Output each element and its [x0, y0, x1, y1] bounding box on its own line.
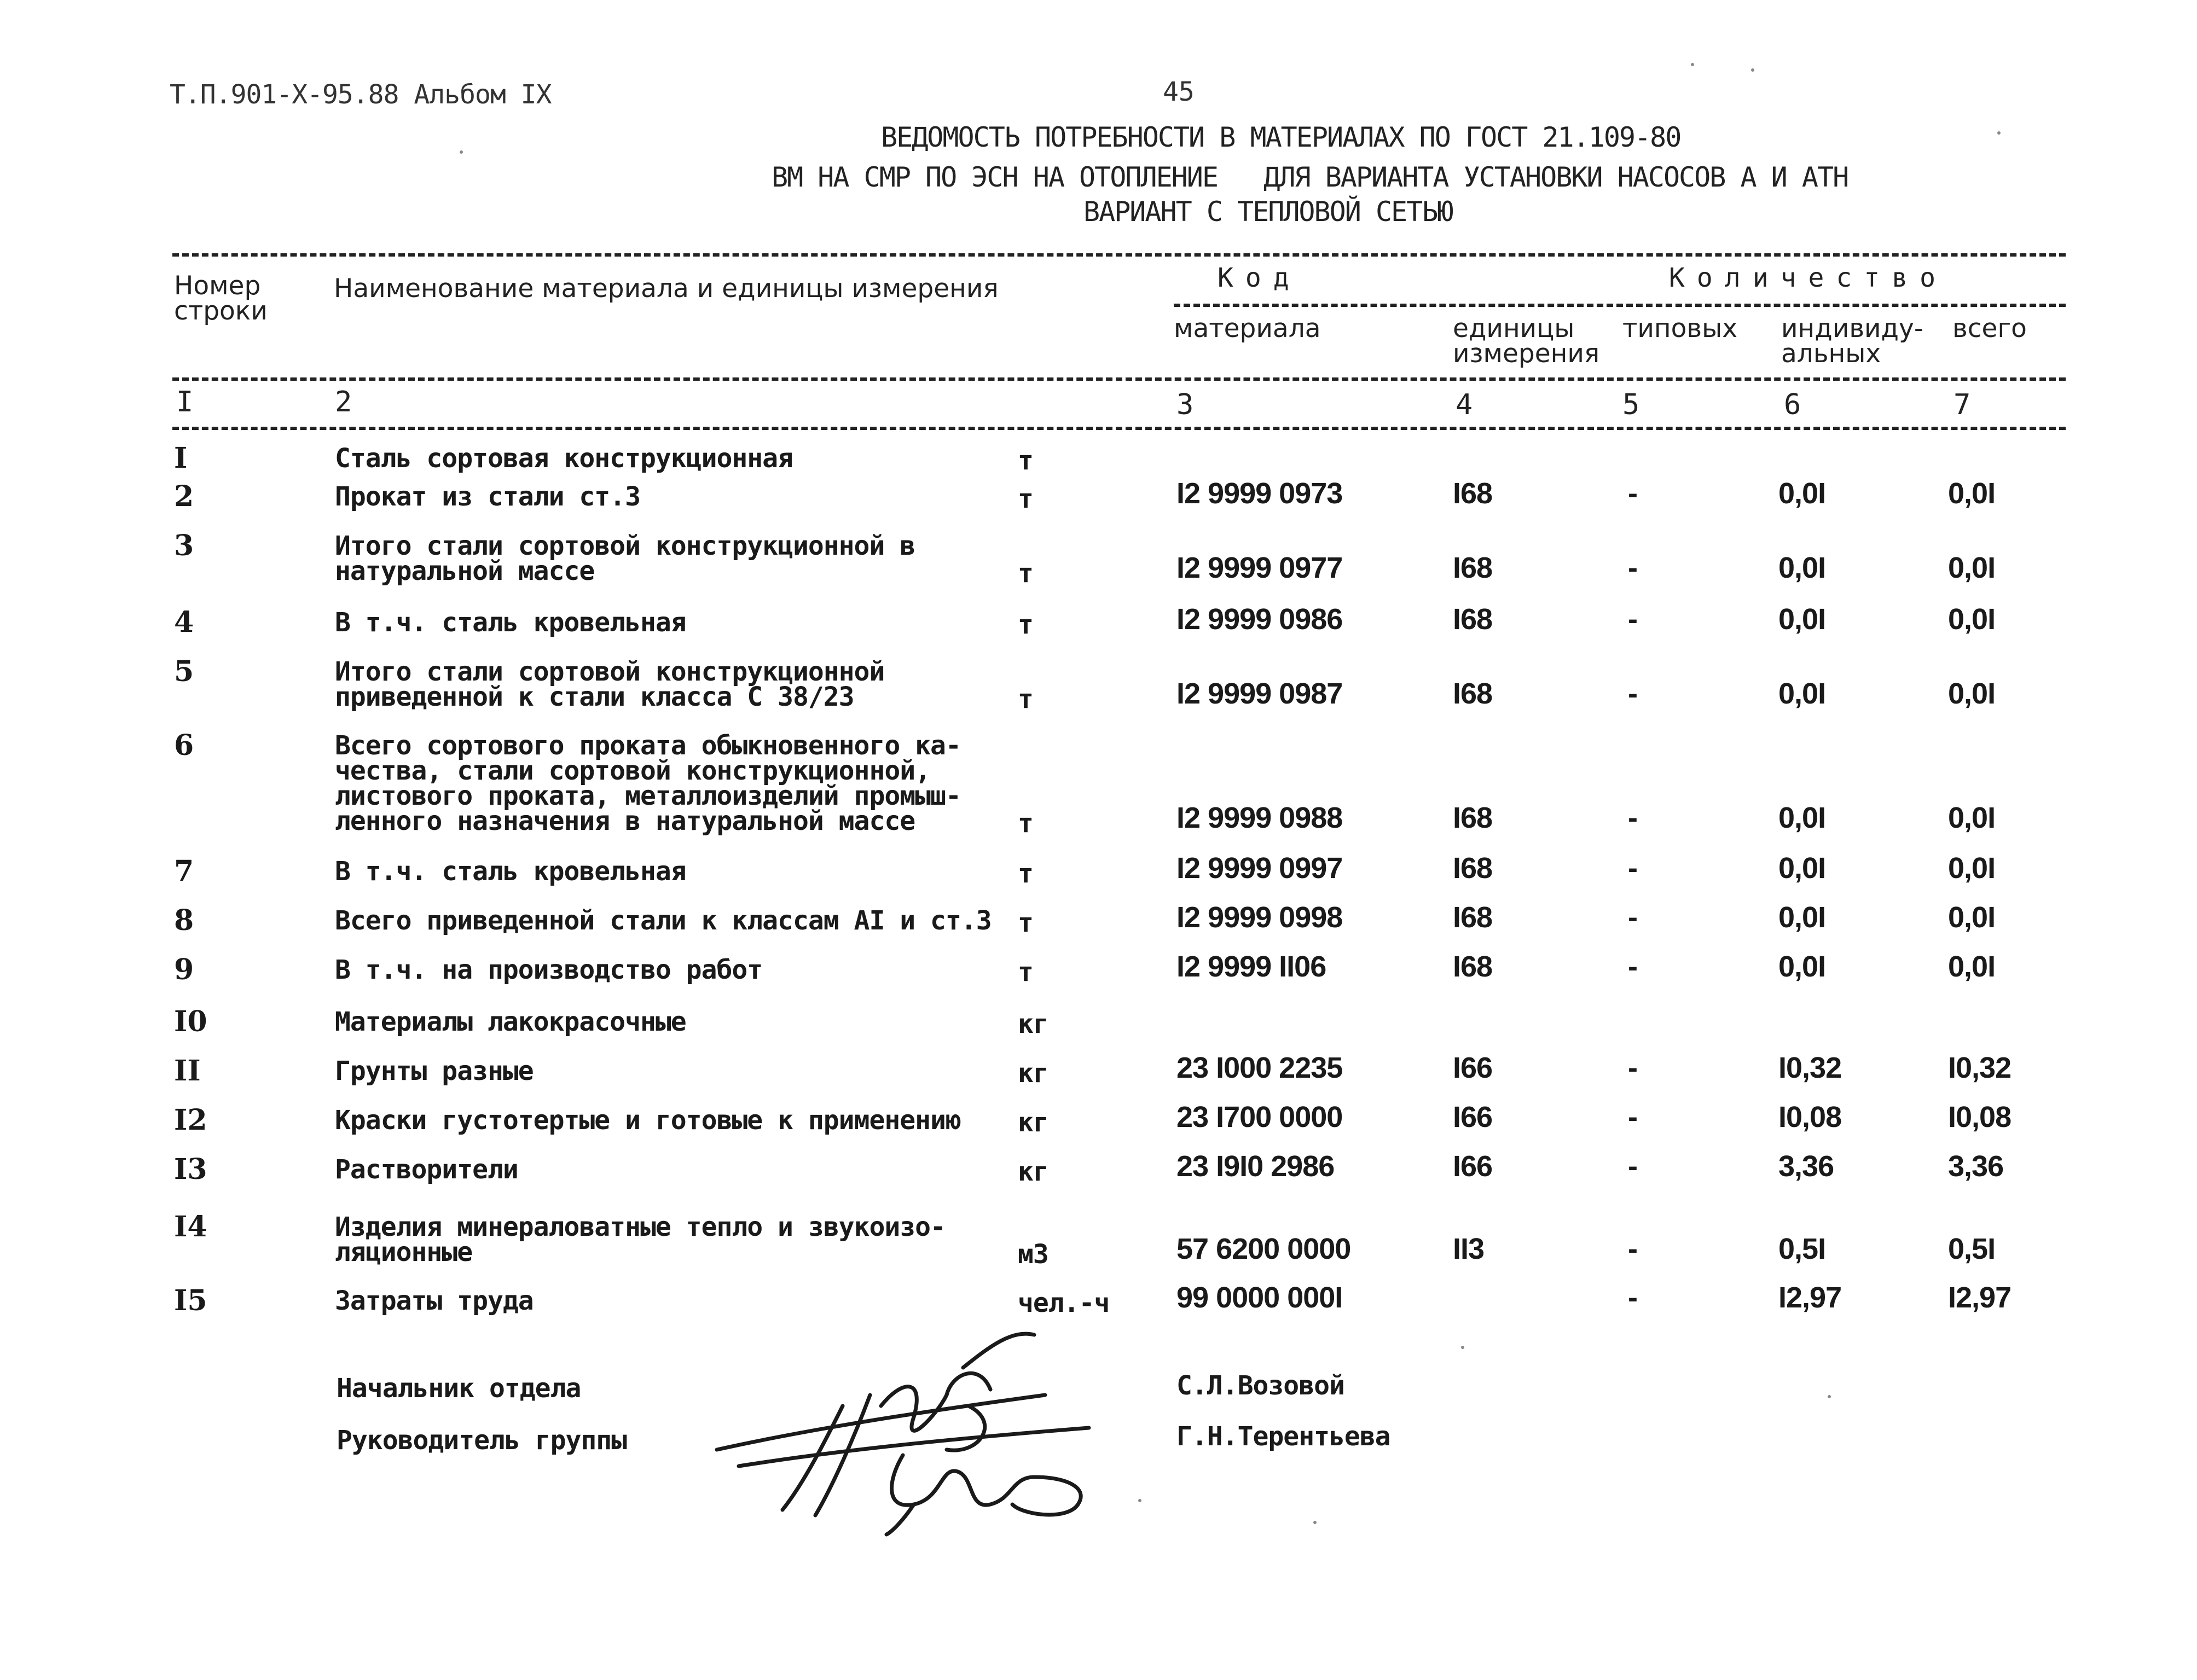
unit-of-measure: т	[1018, 908, 1033, 938]
material-name: Всего сортового проката обыкновенного ка- чества, стали сортовой конструкционной, листового проката, металлоизделий промыш- ленного назначения в натуральной массе	[335, 730, 961, 836]
qty-total: 0,0I	[1948, 852, 1996, 885]
qty-individual: 3,36	[1778, 1150, 1834, 1183]
material-code: 23 I700 0000	[1176, 1101, 1343, 1133]
column-number-6: 6	[1784, 388, 1801, 421]
header-qty-individual: индивиду-альных	[1781, 313, 1923, 369]
column-number-2: 2	[335, 386, 352, 418]
material-name: Всего приведенной стали к классам АI и ст.3	[335, 905, 992, 936]
qty-total: 0,5I	[1948, 1233, 1996, 1265]
qty-individual: I0,08	[1778, 1101, 1842, 1133]
title-line-1: ВЕДОМОСТЬ ПОТРЕБНОСТИ В МАТЕРИАЛАХ ПО ГОСТ 21.109-80	[881, 121, 1681, 153]
row-number: I3	[174, 1153, 207, 1186]
qty-typical: -	[1628, 677, 1637, 710]
unit-code: I68	[1453, 950, 1493, 983]
unit-of-measure: т	[1018, 558, 1033, 589]
material-name: Прокат из стали ст.3	[335, 481, 640, 512]
header-quantity-group: Количество	[1669, 263, 1947, 293]
row-number: I0	[174, 1005, 207, 1038]
material-code: 23 I9I0 2986	[1176, 1150, 1335, 1183]
row-number: I	[174, 441, 188, 475]
scan-speck	[1751, 68, 1754, 72]
qty-typical: -	[1628, 1051, 1637, 1084]
row-number: 8	[174, 904, 194, 937]
column-numbers-rule	[172, 427, 2066, 430]
header-bottom-rule	[172, 377, 2066, 381]
title-line-3: ВАРИАНТ С ТЕПЛОВОЙ СЕТЬЮ	[1083, 196, 1453, 228]
scan-speck	[460, 150, 463, 154]
page-number: 45	[1163, 77, 1195, 107]
qty-typical: -	[1628, 1233, 1637, 1265]
scan-speck	[1997, 131, 2001, 135]
material-name: В т.ч. сталь кровельная	[335, 607, 686, 638]
material-code: I2 9999 0973	[1176, 477, 1343, 510]
qty-total: I2,97	[1948, 1281, 2011, 1314]
material-code: I2 9999 0977	[1176, 551, 1343, 584]
code-group-rule	[1174, 304, 2066, 307]
material-name: Изделия минераловатные тепло и звукоизо- ляционные	[335, 1212, 946, 1268]
qty-individual: 0,0I	[1778, 801, 1826, 834]
material-name: Материалы лакокрасочные	[335, 1007, 686, 1037]
material-code: I2 9999 0988	[1176, 801, 1343, 834]
group-leader-title: Руководитель группы	[337, 1425, 627, 1456]
row-number: I2	[174, 1103, 207, 1137]
material-code: 57 6200 0000	[1176, 1233, 1351, 1265]
qty-typical: -	[1628, 852, 1637, 885]
table-top-rule	[172, 253, 2066, 257]
unit-of-measure: т	[1018, 684, 1033, 714]
qty-typical: -	[1628, 801, 1637, 834]
unit-code: I68	[1453, 603, 1493, 636]
qty-total: 0,0I	[1948, 950, 1996, 983]
qty-total: 0,0I	[1948, 603, 1996, 636]
qty-total: 0,0I	[1948, 801, 1996, 834]
qty-typical: -	[1628, 1150, 1637, 1183]
header-code-unit: единицы измерения	[1453, 313, 1600, 369]
unit-of-measure: чел.-ч	[1018, 1288, 1110, 1318]
qty-individual: 0,0I	[1778, 901, 1826, 934]
unit-of-measure: т	[1018, 445, 1033, 476]
column-number-5: 5	[1622, 388, 1640, 421]
qty-individual: 0,0I	[1778, 551, 1826, 584]
qty-individual: I0,32	[1778, 1051, 1842, 1084]
qty-individual: 0,0I	[1778, 477, 1826, 510]
unit-of-measure: т	[1018, 858, 1033, 889]
row-number: 9	[174, 953, 194, 986]
row-number: 6	[174, 729, 194, 762]
unit-of-measure: т	[1018, 484, 1033, 514]
material-code: I2 9999 0997	[1176, 852, 1343, 885]
title-line-2: ВМ НА СМР ПО ЭСН НА ОТОПЛЕНИЕ ДЛЯ ВАРИАНТА УСТАНОВКИ НАСОСОВ А И АТН	[772, 161, 1848, 193]
head-of-department-name: С.Л.Возовой	[1176, 1370, 1344, 1401]
qty-typical: -	[1628, 603, 1637, 636]
unit-code: I68	[1453, 551, 1493, 584]
row-number: I5	[174, 1284, 207, 1317]
qty-individual: 0,5I	[1778, 1233, 1826, 1265]
qty-total: I0,08	[1948, 1101, 2011, 1133]
row-number: 5	[174, 655, 194, 688]
material-name: Грунты разные	[335, 1056, 534, 1086]
scan-speck	[1313, 1521, 1317, 1524]
unit-of-measure: т	[1018, 957, 1033, 987]
material-name: Затраты труда	[335, 1286, 534, 1316]
row-number: I4	[174, 1210, 207, 1243]
unit-of-measure: м3	[1018, 1239, 1048, 1270]
qty-total: 0,0I	[1948, 677, 1996, 710]
qty-individual: I2,97	[1778, 1281, 1842, 1314]
unit-code: II3	[1453, 1233, 1485, 1265]
qty-total: 3,36	[1948, 1150, 2004, 1183]
qty-individual: 0,0I	[1778, 852, 1826, 885]
material-code: I2 9999 0998	[1176, 901, 1343, 934]
header-code-material: материала	[1174, 313, 1321, 344]
header-qty-total: всего	[1952, 313, 2027, 344]
document-reference: Т.П.901-Х-95.88 Альбом IX	[170, 79, 552, 110]
unit-of-measure: т	[1018, 609, 1033, 640]
material-name: В т.ч. на производство работ	[335, 955, 763, 985]
unit-code: I68	[1453, 477, 1493, 510]
unit-of-measure: кг	[1018, 1156, 1048, 1187]
material-name: Краски густотертые и готовые к применению	[335, 1105, 961, 1136]
column-number-4: 4	[1456, 388, 1473, 421]
material-name: В т.ч. сталь кровельная	[335, 856, 686, 887]
material-name: Растворители	[335, 1154, 518, 1185]
qty-typical: -	[1628, 551, 1637, 584]
scan-speck	[1691, 63, 1694, 66]
row-number: 2	[174, 480, 194, 513]
scan-speck	[1828, 1395, 1831, 1398]
qty-individual: 0,0I	[1778, 603, 1826, 636]
qty-typical: -	[1628, 901, 1637, 934]
material-code: I2 9999 0986	[1176, 603, 1343, 636]
unit-of-measure: т	[1018, 808, 1033, 839]
header-material-name: Наименование материала и единицы измерения	[334, 274, 999, 304]
unit-code: I66	[1453, 1101, 1493, 1133]
qty-total: 0,0I	[1948, 901, 1996, 934]
unit-code: I66	[1453, 1051, 1493, 1084]
qty-individual: 0,0I	[1778, 950, 1826, 983]
unit-code: I68	[1453, 801, 1493, 834]
qty-typical: -	[1628, 1101, 1637, 1133]
material-code: I2 9999 0987	[1176, 677, 1343, 710]
qty-typical: -	[1628, 1281, 1637, 1314]
row-number: 4	[174, 606, 194, 639]
unit-code: I68	[1453, 852, 1493, 885]
column-number-1: I	[176, 386, 194, 418]
handwritten-signature	[706, 1329, 1100, 1537]
row-number: 3	[174, 529, 194, 562]
unit-code: I68	[1453, 677, 1493, 710]
group-leader-name: Г.Н.Терентьева	[1176, 1421, 1390, 1452]
material-code: I2 9999 II06	[1176, 950, 1326, 983]
qty-total: 0,0I	[1948, 477, 1996, 510]
qty-individual: 0,0I	[1778, 677, 1826, 710]
head-of-department-title: Начальник отдела	[337, 1373, 581, 1404]
material-name: Сталь сортовая конструкционная	[335, 443, 793, 474]
unit-of-measure: кг	[1018, 1058, 1048, 1089]
qty-typical: -	[1628, 950, 1637, 983]
unit-of-measure: кг	[1018, 1009, 1048, 1039]
row-number: 7	[174, 854, 194, 888]
column-number-7: 7	[1953, 388, 1971, 421]
material-name: Итого стали сортовой конструкционной в натуральной массе	[335, 531, 915, 586]
unit-of-measure: кг	[1018, 1107, 1048, 1138]
column-number-3: 3	[1176, 388, 1194, 421]
unit-code: I66	[1453, 1150, 1493, 1183]
material-code: 99 0000 000I	[1176, 1281, 1343, 1314]
material-name: Итого стали сортовой конструкционной приведенной к стали класса С 38/23	[335, 656, 885, 712]
header-row-number: Номер строки	[174, 271, 268, 326]
header-code-group: Код	[1218, 263, 1301, 293]
scan-speck	[1138, 1499, 1141, 1502]
unit-code: I68	[1453, 901, 1493, 934]
qty-total: I0,32	[1948, 1051, 2011, 1084]
row-number: II	[174, 1054, 201, 1088]
scan-speck	[1461, 1346, 1464, 1349]
header-qty-typical: типовых	[1622, 313, 1738, 344]
material-code: 23 I000 2235	[1176, 1051, 1343, 1084]
qty-typical: -	[1628, 477, 1637, 510]
qty-total: 0,0I	[1948, 551, 1996, 584]
